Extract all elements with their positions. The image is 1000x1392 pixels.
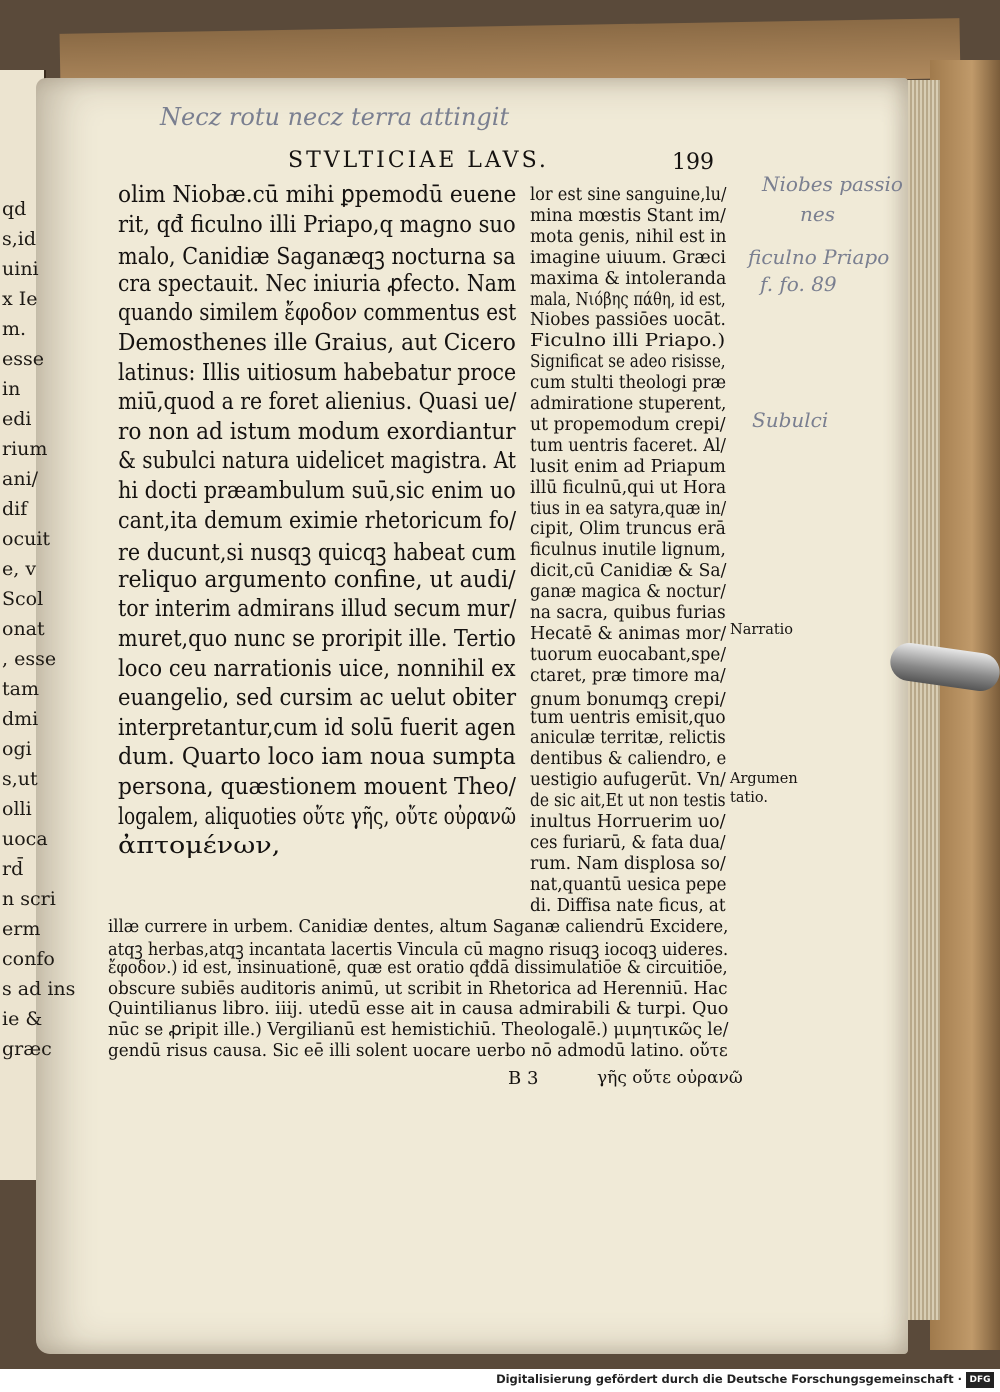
- facing-page-fragment: , esse: [2, 648, 57, 670]
- text-line: euangelio, sed cursim ac uelut obiter: [118, 683, 517, 712]
- text-line: de sic ait,Et ut non testis: [530, 791, 726, 812]
- text-line: mina mœstis Stant im/: [530, 205, 726, 226]
- facing-page-fragment: onat: [2, 618, 45, 640]
- text-line: ctaret, præ timore ma/: [530, 665, 726, 686]
- text-line: reliquo argumento confine, ut audi/: [118, 564, 516, 593]
- facing-page-fragment: n scri: [2, 888, 56, 910]
- text-line: lusit enim ad Priapum: [530, 456, 726, 477]
- margin-note-argumentatio-2: tatio.: [730, 790, 769, 806]
- text-line: mala, Νιόβης πάθη, id est,: [530, 289, 726, 310]
- text-line: dentibus & caliendro, e: [530, 749, 727, 770]
- facing-page-fragment: ogi: [2, 738, 32, 760]
- margin-note-narratio: Narratio: [730, 622, 794, 638]
- facing-page-fragment: e, v: [2, 558, 37, 580]
- facing-page-fragment: in: [2, 378, 21, 400]
- text-line: mota genis, nihil est in: [530, 226, 727, 247]
- facing-page-fragment: x Ie: [2, 288, 38, 310]
- facing-page-fragment: tam: [2, 678, 39, 700]
- text-line: tius in ea satyra,quæ in/: [530, 498, 727, 519]
- handwritten-note: f. fo. 89: [760, 272, 837, 296]
- text-line: cipit, Olim truncus erā: [530, 519, 726, 540]
- text-line: Significat se adeo risisse,: [530, 352, 726, 373]
- facing-page-fragment: confo: [2, 948, 55, 970]
- margin-note-argumentatio-1: Argumen: [730, 771, 798, 787]
- facing-page-fragment: erm: [2, 918, 41, 940]
- text-line: loco ceu narrationis uice, nonnihil ex: [118, 653, 516, 682]
- text-line: ces furiarū, & fata dua/: [530, 832, 726, 853]
- text-line: olim Niobæ.cū mihi ꝑpemodū euene: [118, 180, 517, 208]
- text-line: illæ currere in urbem. Canidiæ dentes, altum Saganæ caliendrū Excidere,: [108, 916, 729, 937]
- text-line: lor est sine sanguine,lu/: [530, 185, 727, 205]
- handwritten-note: nes: [800, 202, 835, 226]
- text-line: rum. Nam displosa so/: [530, 853, 726, 874]
- text-line: re ducunt,si nusqꝫ quicqꝫ habeat cum: [118, 538, 517, 567]
- facing-page-fragment: Scol: [2, 588, 44, 610]
- text-line: cra spectauit. Nec iniuria ꝓfecto. Nam: [118, 268, 517, 297]
- text-line: ut propemodum crepi/: [530, 414, 726, 435]
- facing-page-fragment: s,ut: [2, 768, 38, 790]
- text-line: logalem, aliquoties οὔτε γῆς, οὔτε οὐρανῶ: [118, 801, 517, 830]
- facing-page-fragment: ocuit: [2, 528, 51, 550]
- handwritten-note: Subulci: [752, 408, 829, 432]
- facing-page-fragment: græc: [2, 1038, 52, 1060]
- text-line: inultus Horruerim uo/: [530, 812, 726, 832]
- text-line: Niobes passiōes uocāt.: [530, 310, 726, 331]
- signature-mark: B 3: [508, 1068, 539, 1089]
- text-line: cum stulti theologi præ: [530, 373, 727, 394]
- text-line: ficulnus inutile lignum,: [530, 540, 726, 561]
- text-line: miū,quod a re foret alienius. Quasi ue/: [118, 387, 517, 416]
- text-line: hi docti præambulum suū,sic enim uo: [118, 476, 516, 504]
- text-line: ro non ad istum modum exordiantur: [118, 416, 516, 445]
- text-line: quando similem ἔφοδον commentus est: [118, 298, 517, 327]
- facing-page-fragment: s,id: [2, 228, 37, 250]
- text-line: aniculæ territæ, relictis: [530, 728, 726, 749]
- text-line: Ficulno illi Priapo.): [530, 331, 726, 352]
- text-line: dicit,cū Canidiæ & Sa/: [530, 561, 727, 582]
- facing-page-fragment: ani/: [2, 468, 39, 490]
- text-line: imagine uiuum. Græci: [530, 247, 726, 268]
- catchword: γῆς οὔτε οὐρανῶ: [597, 1068, 743, 1088]
- facing-page-fragment: s ad ins: [2, 978, 76, 1000]
- text-line: illū ficulnū,qui ut Hora: [530, 477, 727, 498]
- facing-page-fragment: ie &: [2, 1008, 43, 1030]
- text-line: latinus: Illis uitiosum habebatur proce: [118, 357, 517, 386]
- dfg-logo: DFG: [966, 1372, 994, 1388]
- text-line: muret,quo nunc se proripit ille. Tertio: [118, 624, 516, 652]
- facing-page-fragment: edi: [2, 408, 32, 430]
- text-line: ganæ magica & noctur/: [530, 582, 726, 603]
- text-line: interpretantur,cum id solū fuerit agen: [118, 712, 516, 741]
- handwritten-note: ficulno Priapo: [748, 245, 890, 269]
- text-line: dum. Quarto loco iam noua sumpta: [118, 742, 516, 771]
- text-line: gendū risus causa. Sic eē illi solent uocare uerbo nō admodū latino. οὔτε: [108, 1039, 728, 1061]
- text-line: tum uentris faceret. Al/: [530, 435, 726, 456]
- facing-page-fragment: uoca: [2, 828, 48, 850]
- text-line: nat,quantū uesica pepe: [530, 874, 727, 895]
- text-line: rit, qđ ficulno illi Priapo,q magno suo: [118, 209, 516, 238]
- facing-page-fragment: uini: [2, 258, 39, 280]
- text-line: & subulci natura uidelicet magistra. At: [118, 446, 517, 475]
- text-line: persona, quæstionem mouent Theo/: [118, 772, 517, 800]
- text-line: gnum bonumqꝫ crepi/: [530, 689, 726, 710]
- book-cover-right: [930, 60, 1000, 1350]
- handwritten-note: Niobes passio: [762, 172, 903, 196]
- text-line: tor interim admirans illud secum mur/: [118, 594, 517, 623]
- facing-page-fragment: olli: [2, 798, 32, 820]
- digitization-credit: Digitalisierung gefördert durch die Deutsche Forschungsgemeinschaft ·: [496, 1372, 962, 1386]
- text-line: Demosthenes ille Graius, aut Cicero: [118, 328, 516, 356]
- text-line: di. Diffisa nate ficus, at: [530, 895, 726, 916]
- text-line: ἔφοδον.) id est, insinuationē, quæ est oratio qđdā dissimulatiōe & circuitiōe,: [108, 957, 728, 979]
- running-head: STVLTICIAE LAVS.: [288, 148, 549, 173]
- text-line: cant,ita demum eximie rhetoricum fo/: [118, 505, 517, 534]
- text-line: malo, Canidiæ Saganæqꝫ nocturna sa: [118, 242, 516, 271]
- text-line: obscure subiēs auditoris animū, ut scribit in Rhetorica ad Herenniū. Hac: [108, 977, 728, 999]
- facing-page-fragment: dmi: [2, 708, 39, 730]
- text-line: atqꝫ herbas,atqꝫ incantata lacertis Vincula cū magno risuqꝫ iocoqꝫ uideres.: [108, 938, 729, 960]
- facing-page-fragment: dif: [2, 498, 28, 520]
- handwritten-annotation-top: Necz rotu necz terra attingit: [160, 103, 510, 131]
- text-line: na sacra, quibus furias: [530, 603, 726, 623]
- folio-number: 199: [672, 150, 714, 175]
- text-line: tum uentris emisit,quo: [530, 707, 726, 728]
- text-line: Hecatē & animas mor/: [530, 623, 727, 644]
- text-line: nūc se ꝓripit ille.) Vergilianū est hemistichiū. Theologalē.) μιμητικῶς le/: [108, 1019, 729, 1040]
- text-line: maxima & intoleranda: [530, 268, 727, 289]
- text-line: ἀπτομένων,: [118, 831, 281, 860]
- facing-page-fragment: m.: [2, 318, 27, 340]
- facing-page-fragment: rium: [2, 438, 48, 460]
- facing-page-fragment: rd̄: [2, 858, 24, 880]
- text-line: tuorum euocabant,spe/: [530, 644, 726, 665]
- text-line: uestigio aufugerūt. Vn/: [530, 770, 726, 791]
- facing-page-fragment: qd: [2, 198, 27, 220]
- text-line: Quintilianus libro. iiij. utedū esse ait in causa admirabili & turpi. Quo: [108, 998, 729, 1020]
- facing-page-fragment: esse: [2, 348, 44, 370]
- text-line: admiratione stuperent,: [530, 394, 727, 414]
